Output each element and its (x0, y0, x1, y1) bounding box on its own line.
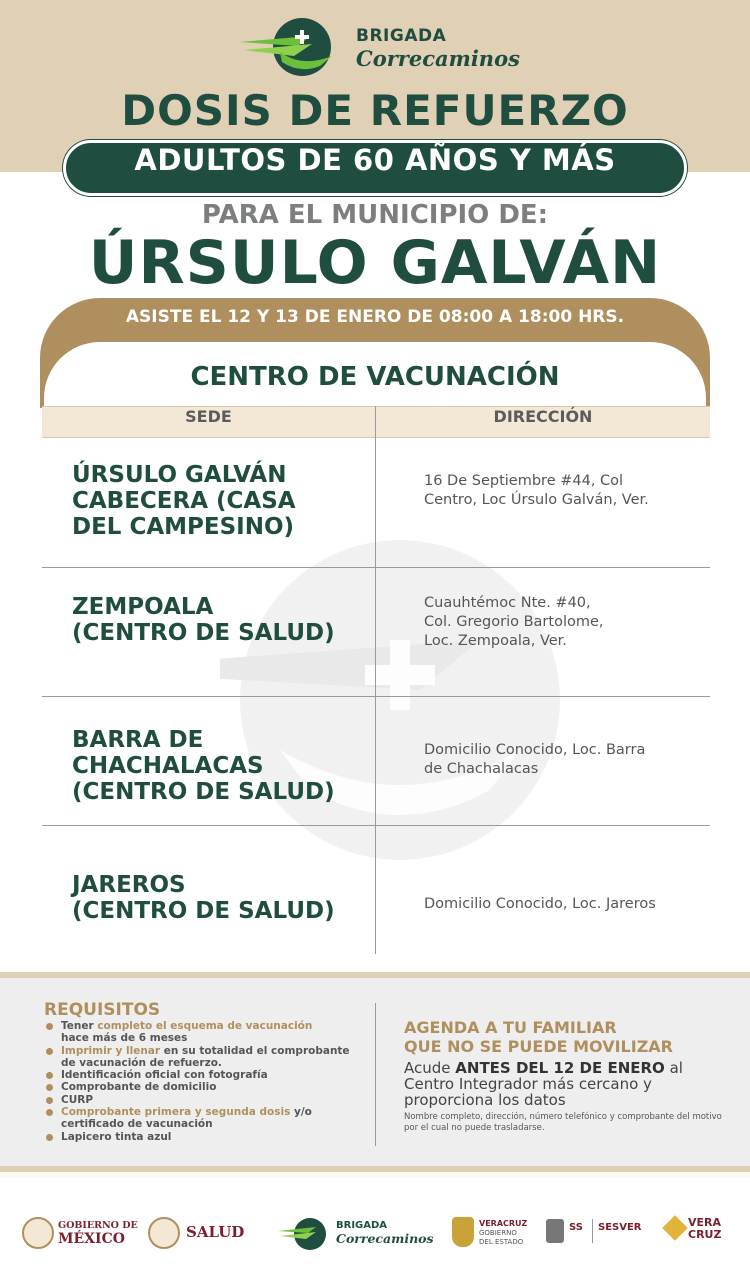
column-header-direccion: DIRECCIÓN (493, 407, 593, 426)
roadrunner-logo-icon (278, 1216, 332, 1252)
row-divider (42, 567, 710, 568)
municipio-name: ÚRSULO GALVÁN (88, 228, 662, 298)
sede-name: ÚRSULO GALVÁN CABECERA (CASA DEL CAMPESINO) (72, 462, 296, 540)
veracruz-gobierno-logo: VERACRUZ GOBIERNO DEL ESTADO (452, 1215, 532, 1255)
list-item: Identificación oficial con fotografía (44, 1069, 364, 1081)
gobierno-mexico-logo: GOBIERNO DE MÉXICO (22, 1215, 132, 1255)
sede-address: Domicilio Conocido, Loc. Barra de Chachalacas (424, 742, 646, 777)
list-item: Tener completo el esquema de vacunación hace más de 6 meses (44, 1020, 364, 1045)
audience-banner: ADULTOS DE 60 AÑOS Y MÁS (63, 140, 687, 196)
sede-address: 16 De Septiembre #44, Col Centro, Loc Úrsulo Galván, Ver. (424, 473, 649, 508)
brigada-correcaminos-footer-logo: BRIGADA Correcaminos (278, 1215, 428, 1255)
requirements-list (44, 1020, 364, 1143)
centro-title: CENTRO DE VACUNACIÓN (190, 362, 560, 392)
sede-address: Cuauhtémoc Nte. #40, Col. Gregorio Bartolome, Loc. Zempoala, Ver. (424, 595, 604, 649)
salud-logo: SALUD (148, 1215, 258, 1255)
sede-address: Domicilio Conocido, Loc. Jareros (424, 896, 656, 912)
veracruz-brand-logo: VERA CRUZ (666, 1215, 728, 1255)
flower-icon (662, 1215, 687, 1240)
veracruz-shield-icon (452, 1217, 474, 1247)
row-divider (42, 825, 710, 826)
list-item: CURP (44, 1094, 364, 1106)
list-item: Comprobante primera y segunda dosis y/o certificado de vacunación (44, 1106, 364, 1131)
sede-name: ZEMPOALA (CENTRO DE SALUD) (72, 594, 335, 646)
brand-logo (240, 16, 540, 78)
roadrunner-logo-icon (240, 16, 352, 78)
column-header-sede: SEDE (185, 407, 232, 426)
section-divider (375, 1003, 376, 1146)
sede-name: BARRA DE CHACHALACAS (CENTRO DE SALUD) (72, 727, 335, 805)
municipio-label: PARA EL MUNICIPIO DE: (201, 200, 549, 230)
page-title: DOSIS DE REFUERZO (121, 86, 629, 135)
agenda-text: Acude ANTES DEL 12 DE ENERO al Centro Integrador más cercano y proporciona los datos (404, 1059, 683, 1109)
brand-name-line2: Correcaminos (356, 46, 520, 71)
requirements-title: REQUISITOS (44, 1000, 161, 1020)
schedule-text: ASISTE EL 12 Y 13 DE ENERO DE 08:00 A 18:00 HRS. (125, 307, 625, 327)
roadrunner-watermark-icon (220, 520, 580, 880)
agenda-note: Nombre completo, dirección, número telefónico y comprobante del motivo por el cual no puede trasladarse. (404, 1112, 722, 1133)
eagle-seal-icon (148, 1217, 180, 1249)
agenda-title: AGENDA A TU FAMILIAR QUE NO SE PUEDE MOVILIZAR (404, 1018, 673, 1056)
list-item: Imprimir y llenar en su totalidad el comprobante de vacunación de refuerzo. (44, 1045, 364, 1070)
list-item: Lapicero tinta azul (44, 1131, 364, 1143)
sede-name: JAREROS (CENTRO DE SALUD) (72, 872, 335, 924)
column-divider (375, 406, 376, 954)
brand-name-line1: BRIGADA (356, 26, 447, 46)
ss-sesver-logo: SS SESVER (546, 1215, 650, 1255)
eagle-seal-icon (22, 1217, 54, 1249)
row-divider (42, 696, 710, 697)
table-header (42, 406, 710, 438)
list-item: Comprobante de domicilio (44, 1081, 364, 1093)
emblem-icon (546, 1219, 564, 1243)
